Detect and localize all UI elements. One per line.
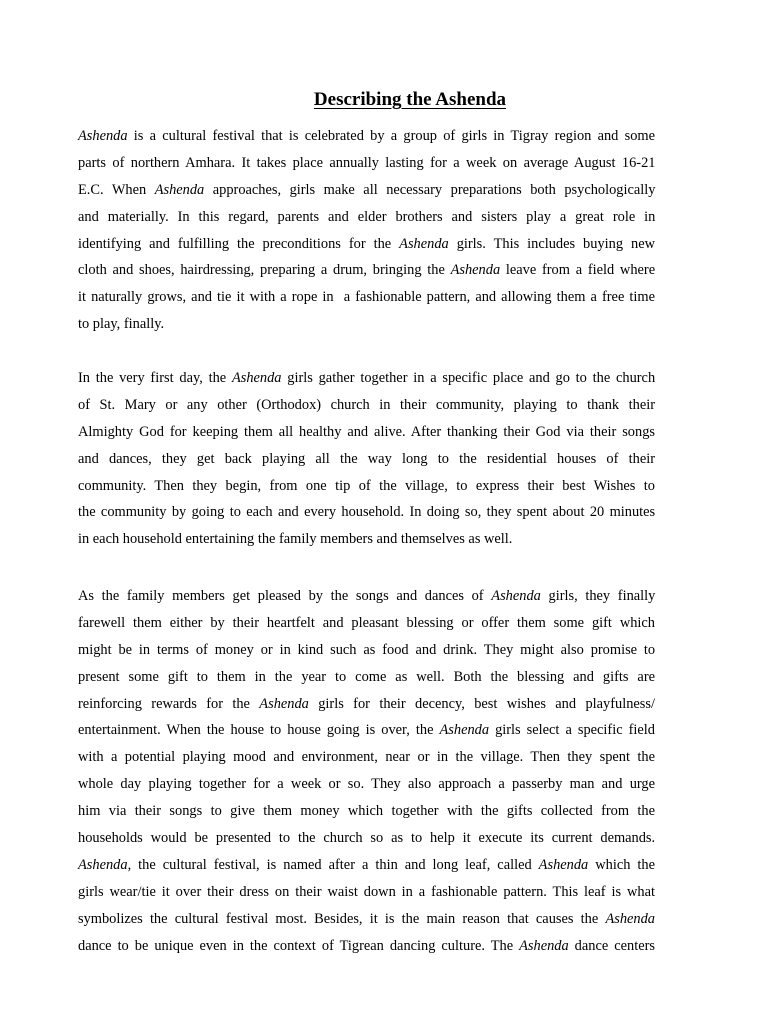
text-run: with a potential playing mood and environment, near or in the village. Then they spent the [78, 749, 655, 766]
text-run: present some gift to them in the year to come as well. Both the blessing and gifts are [78, 668, 655, 685]
text-line [78, 906, 655, 933]
text-line [78, 691, 655, 718]
italic-term: Ashenda [259, 695, 309, 712]
italic-term: Ashenda [605, 910, 655, 927]
paragraph-rewards [78, 583, 655, 959]
italic-term: Ashenda [154, 181, 205, 198]
text-line [78, 879, 655, 906]
text-run: dance to be unique even in the context of Tigrean dancing culture. The [78, 937, 520, 954]
text-run: is a cultural festival that is celebrated by a group of girls in Tigray region and some [127, 128, 655, 144]
text-line [78, 717, 655, 744]
text-run: households would be presented to the church so as to help it execute its current demands. [78, 830, 656, 847]
text-line [78, 473, 655, 500]
text-run: girls. This includes buying new [448, 235, 655, 252]
text-line [78, 150, 655, 177]
text-run: whole day playing together for a week or so. They also approach a passerby man and urge [78, 776, 655, 793]
text-run: might be in terms of money or in kind such as food and drink. They might also promise to [78, 641, 656, 658]
text-run: girls gather together in a specific place and go to the church [281, 370, 656, 386]
text-run: and materially. In this regard, parents and elder brothers and sisters play a great role in [78, 208, 656, 225]
text-run: , the cultural festival, is named after a thin and long leaf, called [127, 856, 539, 873]
text-run: In the very first day, the [78, 370, 232, 386]
text-run: community. Then they begin, from one tip of the village, to express their best Wishes to [78, 477, 655, 494]
text-line [78, 365, 655, 392]
text-line [78, 637, 655, 664]
text-line [78, 311, 655, 338]
text-run: girls for their decency, best wishes and playfulness/ [308, 695, 655, 712]
text-run: it naturally grows, and tie it with a rope in a fashionable pattern, and allowing them a free time [78, 289, 655, 306]
italic-term: Ashenda [231, 370, 282, 386]
text-run: of St. Mary or any other (Orthodox) church in their community, playing to thank their [78, 396, 655, 413]
italic-term: Ashenda [78, 856, 128, 873]
text-line [78, 392, 655, 419]
text-line [78, 499, 655, 526]
italic-term: Ashenda [439, 722, 490, 739]
text-line [78, 257, 655, 284]
text-run: Almighty God for keeping them all healthy and alive. After thanking their God via their songs [78, 423, 655, 440]
text-run: entertainment. When the house to house going is over, the [78, 722, 440, 739]
italic-term: Ashenda [491, 588, 541, 604]
text-line [78, 419, 655, 446]
text-run: girls, they finally [540, 588, 656, 604]
text-run: symbolizes the cultural festival most. Besides, it is the main reason that causes the [78, 910, 606, 927]
text-run: girls wear/tie it over their dress on their waist down in a fashionable pattern. This leaf is what [78, 883, 655, 900]
text-run: dance centers [568, 937, 655, 954]
text-run: cloth and shoes, hairdressing, preparing a drum, bringing the [78, 262, 451, 279]
document-title: Describing the Ashenda [313, 89, 507, 110]
text-run: approaches, girls make all necessary preparations both psychologically [204, 181, 656, 198]
text-run: girls select a specific field [489, 722, 655, 739]
text-line [78, 583, 655, 610]
text-line [78, 610, 655, 637]
italic-term: Ashenda [538, 856, 589, 873]
text-line [78, 231, 655, 258]
text-run: in each household entertaining the family members and themselves as well. [78, 531, 513, 548]
text-line [78, 798, 655, 825]
text-line [78, 123, 655, 150]
paragraph-intro [78, 123, 655, 338]
italic-term: Ashenda [399, 235, 449, 252]
text-run: parts of northern Amhara. It takes place annually lasting for a week on average August 16-21 [78, 154, 656, 171]
text-run: reinforcing rewards for the [78, 695, 260, 712]
italic-term: Ashenda [450, 262, 501, 279]
text-run: leave from a field where [500, 262, 656, 279]
italic-term: Ashenda [78, 128, 128, 144]
text-line [78, 933, 655, 960]
text-line [78, 664, 655, 691]
text-run: E.C. When [78, 181, 155, 198]
text-line [78, 177, 655, 204]
text-run: him via their songs to give them money which together with the gifts collected from the [78, 803, 655, 820]
text-run: the community by going to each and every household. In doing so, they spent about 20 minutes [78, 504, 656, 521]
text-line [78, 825, 655, 852]
text-line [78, 526, 655, 553]
text-run: As the family members get pleased by the songs and dances of [78, 588, 492, 604]
text-line [78, 284, 655, 311]
text-line [78, 204, 655, 231]
text-line [78, 771, 655, 798]
text-run: farewell them either by their heartfelt and pleasant blessing or offer them some gift which [78, 614, 655, 631]
italic-term: Ashenda [519, 937, 569, 954]
text-run: to play, finally. [78, 316, 165, 333]
text-run: identifying and fulfilling the preconditions for the [78, 235, 400, 252]
text-line [78, 744, 655, 771]
text-line [78, 852, 655, 879]
text-run: and dances, they get back playing all the way long to the residential houses of their [78, 450, 655, 467]
paragraph-first-day [78, 365, 655, 553]
text-run: which the [588, 856, 655, 873]
text-line [78, 446, 655, 473]
